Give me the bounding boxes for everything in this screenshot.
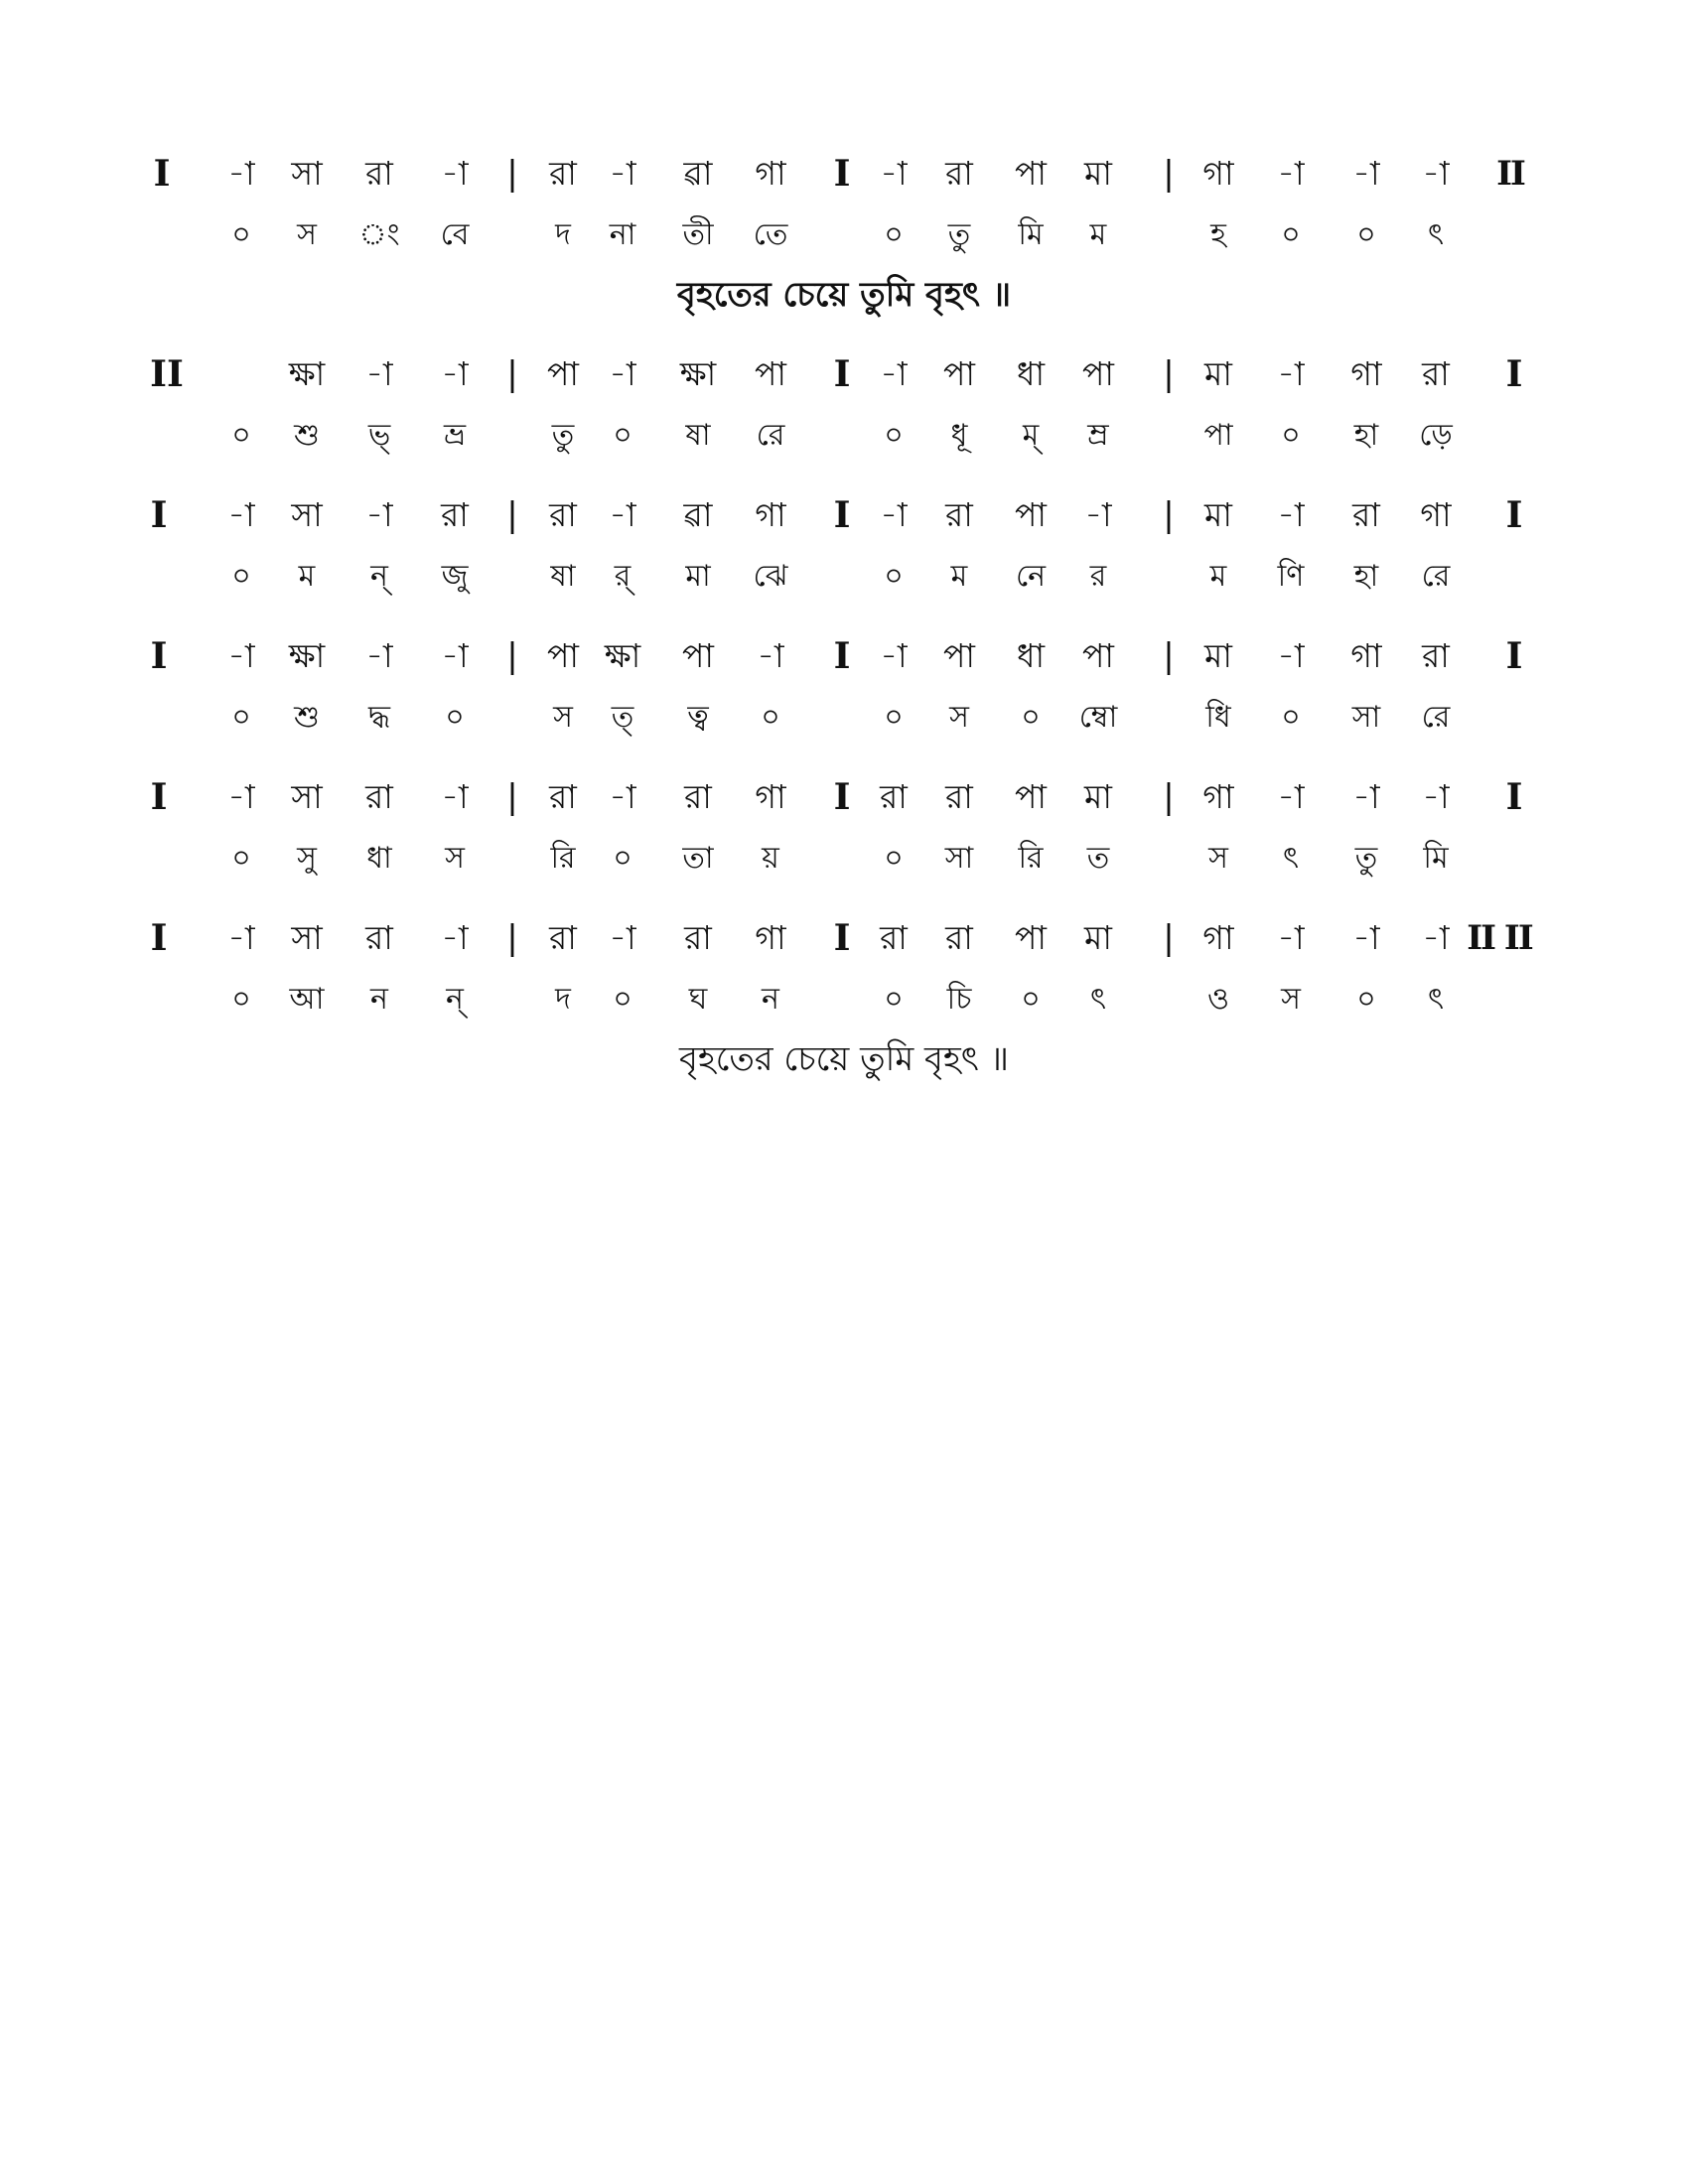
swara-note: গা [755,918,786,957]
swara-row [0,349,1688,399]
lyric-row [0,210,1688,260]
swara-note: -া [1277,154,1305,193]
lyric-syllable: দ [555,217,571,252]
swara-note: সা [291,154,323,193]
swara-note: -া [1352,154,1380,193]
swara-note: -া [441,154,469,193]
swara-note: পা [1082,636,1114,675]
lyric-syllable: দ [555,982,571,1017]
swara-note: -া [609,918,636,957]
swara-note: -া [609,354,636,393]
swara-note: -া [1422,777,1450,816]
line-end-bar: I [1505,494,1523,536]
measure-bar: I [833,917,851,959]
swara-note: -া [1422,154,1450,193]
swara-note: ধা [1016,636,1046,675]
measure-bar: I [833,494,851,536]
swara-note: গা [1350,354,1382,393]
lyric-syllable: স [949,700,969,735]
lyric-syllable: ০ [231,217,251,252]
lyric-syllable: মি [1423,841,1449,876]
lyric-syllable: ন্ [446,982,464,1017]
line-end-bar: II [1496,154,1524,194]
lyric-syllable: তী [682,217,714,252]
lyric-syllable: ম [1089,217,1107,252]
lyric-syllable: শু [294,418,320,453]
lyric-syllable: ০ [231,700,251,735]
lyric-syllable: ম্ [1022,418,1040,453]
swara-note: রা [1422,354,1450,393]
lyric-syllable: ০ [613,982,633,1017]
swara-note: -া [880,495,908,534]
lyric-syllable: স [297,217,317,252]
swara-note: রা [365,918,393,957]
lyric-syllable: ত [1086,841,1110,876]
swara-note: -া [1422,918,1450,957]
swara-note: রা [549,918,577,957]
measure-bar: I [833,153,851,195]
lyric-syllable: শু [294,700,320,735]
swara-note: পা [943,636,975,675]
swara-note: -া [1084,495,1112,534]
lyric-syllable: ০ [1281,217,1301,252]
swara-row [0,913,1688,963]
swara-note: গা [1202,918,1234,957]
lyric-syllable: ন [762,982,779,1017]
lyric-syllable: রে [756,418,785,453]
measure-bar: I [833,353,851,395]
lyric-syllable: ন [370,982,388,1017]
lyric-syllable: পা [1203,418,1233,453]
lyric-syllable: সা [1351,700,1381,735]
lyric-syllable: ঝে [753,559,788,594]
swara-note: -া [1277,495,1305,534]
swara-note: মা [1084,777,1112,816]
lyric-syllable: ০ [884,217,904,252]
lyric-syllable: নে [1015,559,1047,594]
lyric-syllable: ধা [366,841,392,876]
lyric-syllable: ৎ [1427,217,1445,252]
swara-note: পা [547,636,579,675]
swara-note: সা [291,495,323,534]
lyric-syllable: তু [551,418,575,453]
lyric-syllable: না [609,217,636,252]
swara-note: মা [1084,918,1112,957]
lyric-syllable: ০ [884,841,904,876]
lyric-syllable: ০ [1356,217,1376,252]
lyric-syllable: তে [753,217,788,252]
beat-divider: | [506,495,518,535]
swara-note: রা [945,918,973,957]
lyric-syllable: জু [441,559,469,594]
swara-note: ক্ষা [288,354,326,393]
swara-note: পা [1015,495,1047,534]
swara-note: -া [1277,354,1305,393]
lyric-syllable: র্ [614,559,632,594]
lyric-syllable: ০ [884,700,904,735]
beat-divider: | [506,777,518,817]
swara-note: -া [365,636,393,675]
swara-note: রা [684,918,712,957]
refrain-line: বৃহতের চেয়ে তুমি বৃহৎ ॥ [676,275,1012,315]
swara-note: মা [1204,636,1232,675]
beat-divider: | [506,154,518,194]
swara-note: রা [945,495,973,534]
swara-note: গা [755,495,786,534]
line-start-bar: I [153,153,171,195]
line-start-bar: I [150,776,168,818]
lyric-syllable: স [553,700,573,735]
swara-note: -া [880,154,908,193]
swara-note: পা [1015,918,1047,957]
lyric-syllable: চি [946,982,972,1017]
lyric-row [0,411,1688,461]
lyric-row [0,552,1688,602]
lyric-syllable: মা [685,559,711,594]
lyric-row [0,834,1688,884]
swara-note: -া [365,354,393,393]
lyric-syllable: মি [1018,217,1044,252]
lyric-syllable: সা [944,841,974,876]
swara-note: ধা [1016,354,1046,393]
swara-row [0,772,1688,822]
swara-note: -া [1277,777,1305,816]
line-end-bar: I [1505,353,1523,395]
beat-divider: | [1163,495,1175,535]
swara-note: রা [945,154,973,193]
lyric-syllable: ও [1206,982,1230,1017]
beat-divider: | [1163,154,1175,194]
lyric-syllable: স [1208,841,1228,876]
swara-note: রা [365,154,393,193]
lyric-row [0,693,1688,743]
lyric-row [0,975,1688,1024]
swara-note: -া [757,636,784,675]
lyric-syllable: ভ্র [443,418,467,453]
swara-note: -া [365,495,393,534]
lyric-syllable: ৎ [1282,841,1300,876]
swara-note: পা [547,354,579,393]
swara-note: পা [682,636,714,675]
swara-note: গা [755,777,786,816]
swara-note: -া [609,154,636,193]
lyric-syllable: ০ [613,418,633,453]
swara-note: ৱা [683,154,713,193]
swara-note: -া [1277,636,1305,675]
lyric-syllable: ম [298,559,316,594]
beat-divider: | [1163,918,1175,958]
swara-row [0,149,1688,199]
swara-note: -া [227,495,255,534]
line-start-bar: I [150,917,168,959]
lyric-syllable: ০ [231,418,251,453]
lyric-syllable: ষা [550,559,576,594]
swara-note: গা [1202,777,1234,816]
lyric-syllable: ম্বো [1078,700,1118,735]
swara-note: রা [441,495,469,534]
lyric-syllable: আ [289,982,325,1017]
swara-note: মা [1204,495,1232,534]
lyric-syllable: ০ [884,982,904,1017]
swara-note: পা [1015,154,1047,193]
lyric-syllable: ০ [1356,982,1376,1017]
lyric-syllable: তা [682,841,714,876]
lyric-syllable: ন্ [370,559,388,594]
lyric-syllable: ম [1209,559,1227,594]
swara-note: -া [441,354,469,393]
lyric-syllable: ম [950,559,968,594]
lyric-syllable: ত্ব [687,700,709,735]
lyric-syllable: রে [1421,559,1451,594]
lyric-syllable: ণি [1277,559,1305,594]
lyric-syllable: ০ [761,700,780,735]
swara-note: -া [227,918,255,957]
swara-note: মা [1204,354,1232,393]
line-start-bar: II [150,353,184,395]
refrain-line: বৃহতের চেয়ে তুমি বৃহৎ ॥ [678,1039,1010,1079]
lyric-syllable: য় [762,841,779,876]
swara-note: ক্ষা [604,636,641,675]
line-end-bar: I [1505,776,1523,818]
beat-divider: | [1163,636,1175,676]
lyric-syllable: হা [1353,418,1379,453]
lyric-syllable: ০ [884,418,904,453]
lyric-syllable: ০ [1281,418,1301,453]
line-start-bar: I [150,635,168,677]
swara-note: রা [880,918,908,957]
lyric-syllable: র [1089,559,1107,594]
line-end-bar: I [1505,635,1523,677]
swara-note: -া [609,495,636,534]
swara-note: রা [1422,636,1450,675]
swara-note: সা [291,918,323,957]
swara-row [0,631,1688,681]
lyric-syllable: বে [440,217,470,252]
swara-note: -া [1277,918,1305,957]
swara-note: -া [1352,918,1380,957]
swara-note: -া [227,636,255,675]
swara-note: রা [549,154,577,193]
swara-note: -া [609,777,636,816]
lyric-syllable: ড়ে [1419,418,1453,453]
swara-note: ক্ষা [288,636,326,675]
swara-note: মা [1084,154,1112,193]
lyric-syllable: রি [1018,841,1044,876]
swara-note: গা [755,154,786,193]
lyric-syllable: ধূ [950,418,968,453]
swara-note: রা [880,777,908,816]
lyric-syllable: ০ [445,700,465,735]
lyric-syllable: ০ [231,559,251,594]
measure-bar: I [833,776,851,818]
beat-divider: | [1163,354,1175,394]
swara-note: পা [1015,777,1047,816]
swara-note: পা [755,354,786,393]
lyric-syllable: ং [358,217,400,252]
lyric-syllable: তু [1354,841,1378,876]
swara-note: -া [441,636,469,675]
swara-note: রা [684,777,712,816]
lyric-syllable: দ্ধ [367,700,391,735]
lyric-syllable: ০ [884,559,904,594]
beat-divider: | [506,918,518,958]
lyric-syllable: ষা [685,418,711,453]
swara-note: -া [227,777,255,816]
swara-note: -া [227,154,255,193]
lyric-syllable: ৎ [1427,982,1445,1017]
lyric-syllable: স [445,841,465,876]
lyric-syllable: ম্র [1087,418,1109,453]
lyric-syllable: ০ [613,841,633,876]
swara-note: -া [880,354,908,393]
lyric-syllable: হা [1353,559,1379,594]
line-end-bar: II II [1467,918,1532,958]
swara-note: পা [1082,354,1114,393]
swara-note: -া [1352,777,1380,816]
lyric-syllable: তু [947,217,971,252]
lyric-syllable: ০ [1021,700,1041,735]
line-start-bar: I [150,494,168,536]
beat-divider: | [506,354,518,394]
lyric-syllable: ০ [1281,700,1301,735]
lyric-syllable: ঘ [688,982,708,1017]
lyric-syllable: রি [550,841,576,876]
swara-note: সা [291,777,323,816]
lyric-syllable: সু [297,841,317,876]
swara-row [0,490,1688,540]
lyric-syllable: স [1281,982,1301,1017]
lyric-syllable: হ [1210,217,1226,252]
swara-note: রা [365,777,393,816]
swara-note: পা [943,354,975,393]
swara-note: গা [1350,636,1382,675]
lyric-syllable: ভ্ [367,418,391,453]
lyric-syllable: ৎ [1089,982,1107,1017]
measure-bar: I [833,635,851,677]
swara-note: -া [441,918,469,957]
lyric-syllable: ০ [231,841,251,876]
swara-note: -া [880,636,908,675]
swara-note: গা [1420,495,1452,534]
lyric-syllable: ০ [231,982,251,1017]
lyric-syllable: ত্ [611,700,634,735]
swara-note: গা [1202,154,1234,193]
beat-divider: | [1163,777,1175,817]
swara-note: রা [945,777,973,816]
lyric-syllable: ধি [1205,700,1231,735]
swara-note: রা [549,777,577,816]
swara-note: -া [441,777,469,816]
swara-note: ৱা [683,495,713,534]
lyric-syllable: রে [1421,700,1451,735]
swara-note: রা [1352,495,1380,534]
beat-divider: | [506,636,518,676]
swara-note: ক্ষা [679,354,717,393]
lyric-syllable: ০ [1021,982,1041,1017]
swara-note: রা [549,495,577,534]
